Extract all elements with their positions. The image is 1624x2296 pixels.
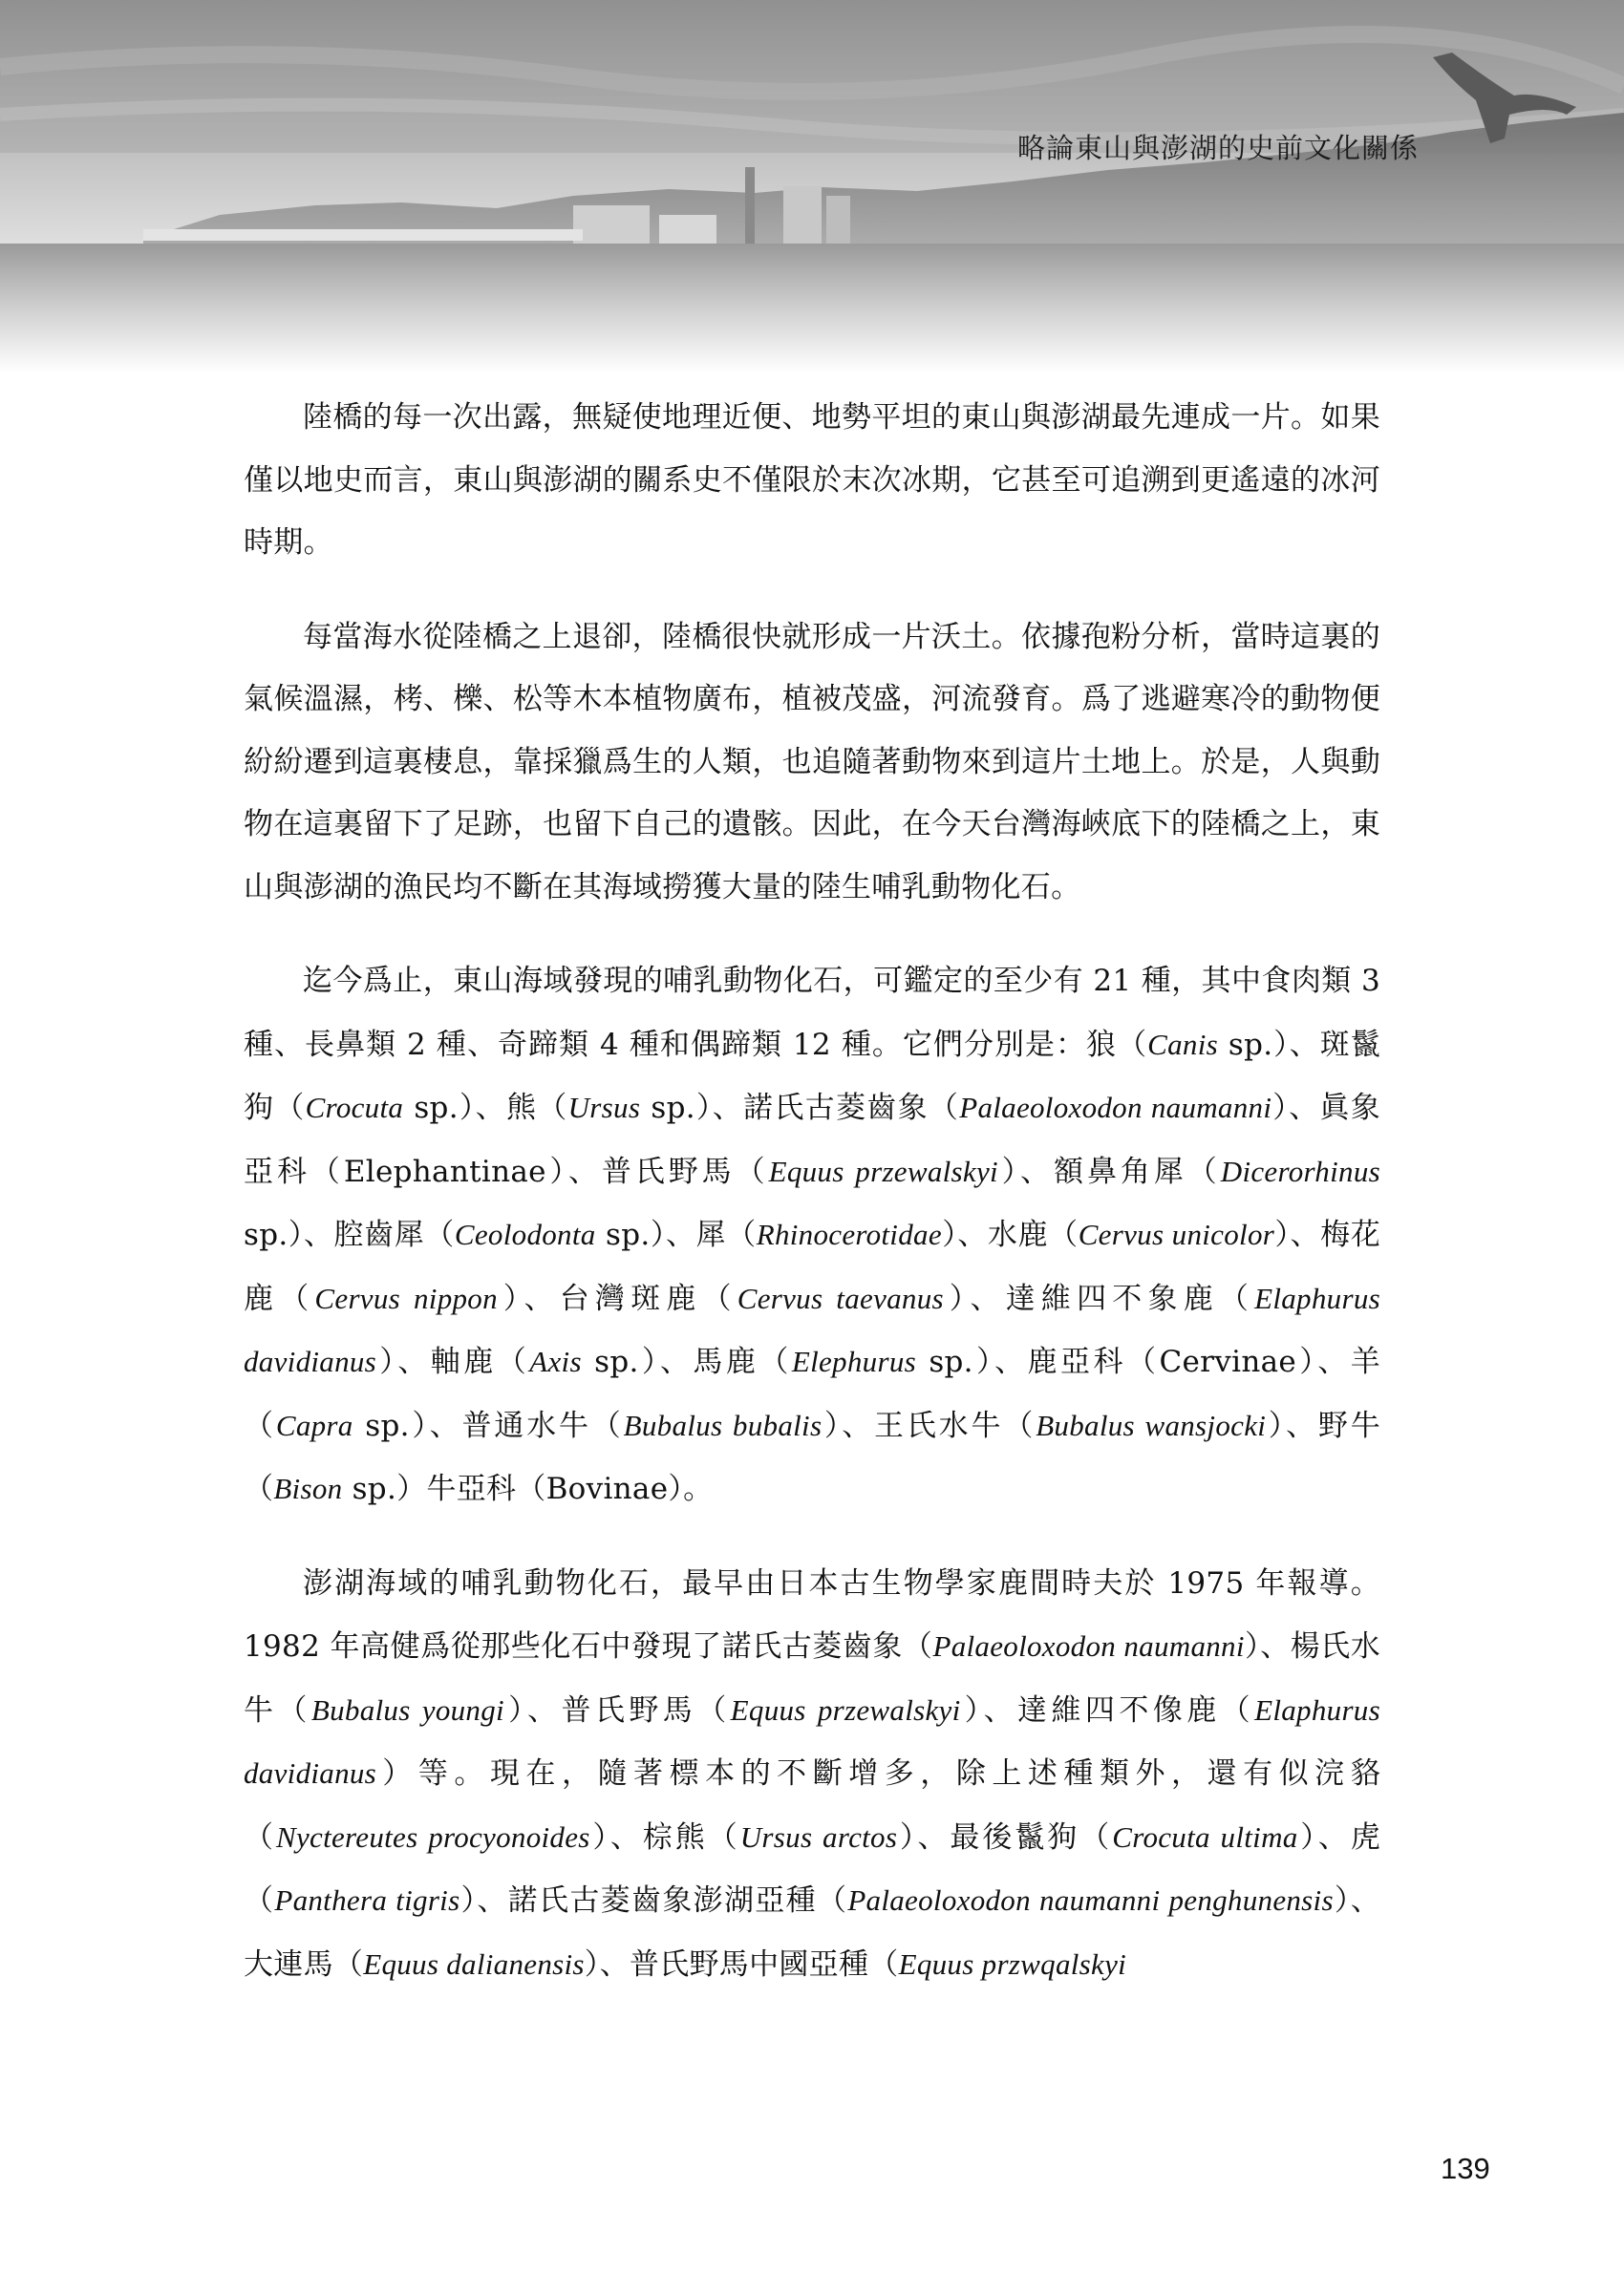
header-banner [0, 0, 1624, 372]
seascape-image [0, 0, 1624, 372]
paragraph-4: 澎湖海域的哺乳動物化石，最早由日本古生物學家鹿間時夫於 1975 年報導。1982 年高健爲從那些化石中發現了諾氏古菱齒象（Palaeoloxodon naumanni）、楊氏水牛（Bubalus youngi）、普氏野馬（Equus przewalskyi）、達維四不像鹿（Elaphurus davidianus）等。現在，隨著標本的不斷增多，除上述種類外，還有似浣貉（Nyctereutes procyonoides）、棕熊（Ursus arctos）、最後鬣狗（Crocuta ultima）、虎（Panthera tigris）、諾氏古菱齒象澎湖亞種（Palaeoloxodon naumanni penghunensis）、大連馬（Equus dalianensis）、普氏野馬中國亞種（Equus przwqalskyi [244, 1565, 1381, 1982]
paragraph-3: 迄今爲止，東山海域發現的哺乳動物化石，可鑑定的至少有 21 種，其中食肉類 3 種、長鼻類 2 種、奇蹄類 4 種和偶蹄類 12 種。它們分別是：狼（Canis sp.）、斑鬣狗（Crocuta sp.）、熊（Ursus sp.）、諾氏古菱齒象（Palaeoloxodon naumanni）、眞象亞科（Elephantinae）、普氏野馬（Equus przewalskyi）、額鼻角犀（Dicerorhinus sp.）、腔齒犀（Ceolodonta sp.）、犀（Rhinocerotidae）、水鹿（Cervus unicolor）、梅花鹿（Cervus nippon）、台灣斑鹿（Cervus taevanus）、達維四不象鹿（Elaphurus davidianus）、軸鹿（Axis sp.）、馬鹿（Elephurus sp.）、鹿亞科（Cervinae）、羊（Capra sp.）、普通水牛（Bubalus bubalis）、王氏水牛（Bubalus wansjocki）、野牛（Bison sp.）牛亞科（Bovinae）。 [244, 964, 1380, 1506]
running-header-title: 略論東山與澎湖的史前文化關係 [1016, 132, 1419, 164]
page-number: 139 [1441, 2152, 1490, 2185]
body-text [244, 387, 1380, 2028]
paragraph-1: 陸橋的每一次出露，無疑使地理近便、地勢平坦的東山與澎湖最先連成一片。如果僅以地史而言，東山與澎湖的關系史不僅限於末次冰期，它甚至可追溯到更遙遠的冰河時期。 [244, 400, 1380, 560]
paragraph-2: 每當海水從陸橋之上退卻，陸橋很快就形成一片沃土。依據孢粉分析，當時這裏的氣候溫濕，栲、櫟、松等木本植物廣布，植被茂盛，河流發育。爲了逃避寒冷的動物便紛紛遷到這裏棲息，靠採獵爲生的人類，也追隨著動物來到這片土地上。於是，人與動物在這裏留下了足跡，也留下自己的遺骸。因此，在今天台灣海峽底下的陸橋之上，東山與澎湖的漁民均不斷在其海域撈獲大量的陸生哺乳動物化石。 [244, 619, 1380, 904]
